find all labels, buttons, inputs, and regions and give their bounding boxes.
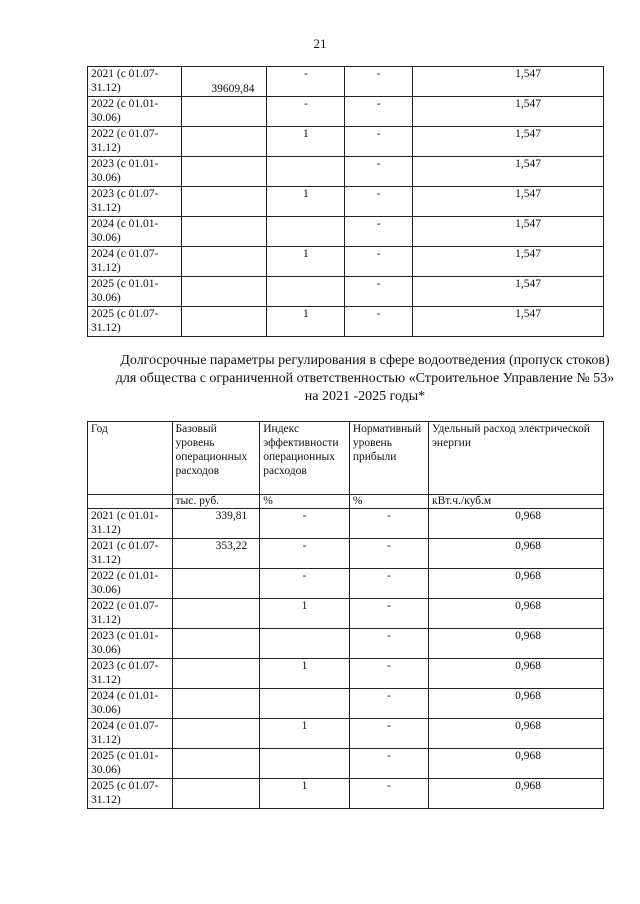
energy-cell: 0,968 — [429, 749, 604, 779]
wastewater-params-table — [87, 421, 604, 809]
table-row — [88, 719, 604, 749]
table-row — [88, 689, 604, 719]
normative-profit-cell: - — [349, 689, 428, 719]
table2-body — [88, 422, 604, 809]
year-cell: 2024 (с 01.01-30.06) — [88, 689, 173, 719]
unit-year — [88, 495, 173, 509]
efficiency-index-cell — [267, 277, 345, 307]
energy-cell: 1,547 — [413, 307, 604, 337]
efficiency-index-cell: 1 — [260, 779, 350, 809]
base-level-cell — [172, 659, 260, 689]
base-level-cell — [172, 779, 260, 809]
energy-cell: 0,968 — [429, 539, 604, 569]
table-row — [88, 599, 604, 629]
efficiency-index-cell — [267, 217, 345, 247]
normative-profit-cell: - — [345, 307, 413, 337]
year-cell: 2022 (с 01.01-30.06) — [88, 569, 173, 599]
header-energy-consumption: Удельный расход электрической энергии — [429, 422, 604, 495]
table-row — [88, 779, 604, 809]
year-cell: 2024 (с 01.07-31.12) — [88, 247, 182, 277]
year-cell: 2025 (с 01.07-31.12) — [88, 779, 173, 809]
efficiency-index-cell: 1 — [267, 187, 345, 217]
normative-profit-cell: - — [349, 659, 428, 689]
year-cell: 2023 (с 01.01-30.06) — [88, 629, 173, 659]
normative-profit-cell: - — [349, 599, 428, 629]
energy-cell: 1,547 — [413, 247, 604, 277]
unit-norm: % — [349, 495, 428, 509]
energy-cell: 0,968 — [429, 689, 604, 719]
year-cell: 2025 (с 01.01-30.06) — [88, 277, 182, 307]
base-level-cell — [181, 127, 267, 157]
table-row — [88, 539, 604, 569]
unit-index: % — [260, 495, 350, 509]
year-cell: 2023 (с 01.07-31.12) — [88, 659, 173, 689]
year-cell: 2023 (с 01.07-31.12) — [88, 187, 182, 217]
table-row — [88, 67, 604, 97]
energy-cell: 0,968 — [429, 509, 604, 539]
energy-cell: 1,547 — [413, 127, 604, 157]
normative-profit-cell: - — [345, 127, 413, 157]
efficiency-index-cell: - — [267, 67, 345, 97]
year-cell: 2025 (с 01.01-30.06) — [88, 749, 173, 779]
base-level-cell — [172, 569, 260, 599]
table-header-row — [88, 422, 604, 495]
section-heading: Долгосрочные параметры регулирования в сфере водоотведения (пропуск стоков) для общества с ограниченной ответственностью «Строительное Управление № 53» на 2021 -2025 годы* — [115, 353, 615, 404]
year-cell: 2024 (с 01.01-30.06) — [88, 217, 182, 247]
normative-profit-cell: - — [345, 187, 413, 217]
energy-cell: 0,968 — [429, 719, 604, 749]
normative-profit-cell: - — [349, 569, 428, 599]
unit-energy: кВт.ч./куб.м — [429, 495, 604, 509]
efficiency-index-cell — [267, 157, 345, 187]
normative-profit-cell: - — [349, 779, 428, 809]
energy-cell: 0,968 — [429, 779, 604, 809]
normative-profit-cell: - — [345, 217, 413, 247]
base-level-cell: 339,81 — [172, 509, 260, 539]
table-row — [88, 659, 604, 689]
efficiency-index-cell: 1 — [260, 719, 350, 749]
energy-cell: 1,547 — [413, 67, 604, 97]
units-row — [88, 495, 604, 509]
normative-profit-cell: - — [349, 509, 428, 539]
table1-body — [88, 67, 604, 337]
base-level-cell: 353,22 — [172, 539, 260, 569]
year-cell: 2021 (с 01.07-31.12) — [88, 539, 173, 569]
normative-profit-cell: - — [349, 719, 428, 749]
year-cell: 2021 (с 01.01-31.12) — [88, 509, 173, 539]
header-year: Год — [88, 422, 173, 495]
normative-profit-cell: - — [345, 67, 413, 97]
year-cell: 2022 (с 01.01-30.06) — [88, 97, 182, 127]
header-base-level: Базовый уровень операционных расходов — [172, 422, 260, 495]
base-level-cell: 39609,84 — [181, 67, 267, 97]
energy-cell: 1,547 — [413, 217, 604, 247]
page-number: 21 — [313, 36, 327, 51]
normative-profit-cell: - — [345, 247, 413, 277]
base-level-cell — [181, 187, 267, 217]
energy-cell: 0,968 — [429, 629, 604, 659]
energy-cell: 1,547 — [413, 277, 604, 307]
header-efficiency-index: Индекс эффективности операционных расходов — [260, 422, 350, 495]
year-cell: 2023 (с 01.01-30.06) — [88, 157, 182, 187]
table-row — [88, 749, 604, 779]
energy-cell: 1,547 — [413, 97, 604, 127]
normative-profit-cell: - — [349, 749, 428, 779]
energy-cell: 1,547 — [413, 157, 604, 187]
efficiency-index-cell: - — [260, 509, 350, 539]
efficiency-index-cell: - — [260, 569, 350, 599]
efficiency-index-cell: - — [260, 539, 350, 569]
table-row — [88, 187, 604, 217]
year-cell: 2024 (с 01.07-31.12) — [88, 719, 173, 749]
efficiency-index-cell: 1 — [267, 247, 345, 277]
efficiency-index-cell — [260, 749, 350, 779]
header-normative-profit: Нормативный уровень прибыли — [349, 422, 428, 495]
normative-profit-cell: - — [345, 97, 413, 127]
base-level-cell — [172, 599, 260, 629]
year-cell: 2025 (с 01.07-31.12) — [88, 307, 182, 337]
normative-profit-cell: - — [349, 539, 428, 569]
normative-profit-cell: - — [345, 157, 413, 187]
efficiency-index-cell: - — [267, 97, 345, 127]
unit-base: тыс. руб. — [172, 495, 260, 509]
efficiency-index-cell: 1 — [260, 659, 350, 689]
table-row — [88, 247, 604, 277]
table-row — [88, 157, 604, 187]
base-level-cell — [172, 629, 260, 659]
normative-profit-cell: - — [345, 277, 413, 307]
base-level-cell — [181, 277, 267, 307]
year-cell: 2022 (с 01.07-31.12) — [88, 127, 182, 157]
energy-cell: 0,968 — [429, 599, 604, 629]
table-row — [88, 509, 604, 539]
year-cell: 2021 (с 01.07-31.12) — [88, 67, 182, 97]
year-cell: 2022 (с 01.07-31.12) — [88, 599, 173, 629]
base-level-cell — [181, 307, 267, 337]
efficiency-index-cell: 1 — [267, 307, 345, 337]
energy-cell: 1,547 — [413, 187, 604, 217]
table-row — [88, 217, 604, 247]
energy-table-top — [87, 66, 604, 337]
efficiency-index-cell — [260, 629, 350, 659]
base-level-cell — [172, 719, 260, 749]
table-row — [88, 307, 604, 337]
energy-cell: 0,968 — [429, 659, 604, 689]
table-row — [88, 629, 604, 659]
base-level-cell — [181, 157, 267, 187]
base-level-cell — [181, 247, 267, 277]
table-row — [88, 569, 604, 599]
normative-profit-cell: - — [349, 629, 428, 659]
base-level-cell — [172, 749, 260, 779]
base-level-cell — [181, 217, 267, 247]
table-row — [88, 277, 604, 307]
efficiency-index-cell: 1 — [260, 599, 350, 629]
table-row — [88, 97, 604, 127]
efficiency-index-cell — [260, 689, 350, 719]
table-row — [88, 127, 604, 157]
base-level-cell — [172, 689, 260, 719]
efficiency-index-cell: 1 — [267, 127, 345, 157]
energy-cell: 0,968 — [429, 569, 604, 599]
base-level-cell — [181, 97, 267, 127]
